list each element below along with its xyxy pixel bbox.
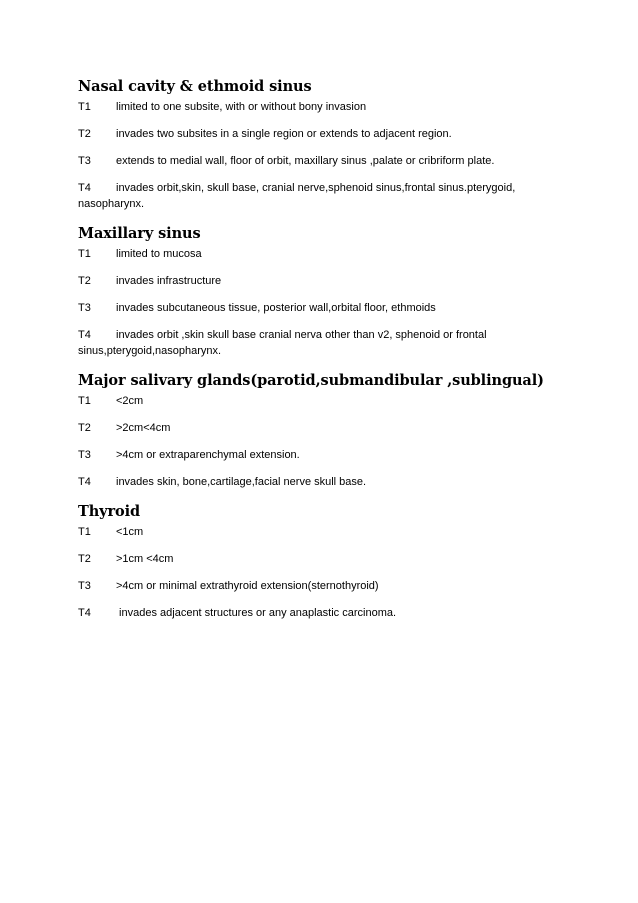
- stage-description: <1cm: [116, 526, 144, 538]
- stage-description: limited to mucosa: [116, 248, 202, 260]
- stage-row: [78, 273, 578, 289]
- stage-description: >1cm <4cm: [116, 553, 174, 565]
- stage-description: >2cm<4cm: [116, 422, 171, 434]
- stage-description: limited to one subsite, with or without bony invasion: [116, 101, 367, 113]
- stage-description: >4cm or minimal extrathyroid extension(sternothyroid): [116, 580, 379, 592]
- stage-description: invades orbit,skin, skull base, cranial nerve,sphenoid sinus,frontal sinus.pterygoid,: [116, 182, 516, 194]
- section-heading: Nasal cavity & ethmoid sinus: [78, 78, 312, 95]
- stage-row: [78, 524, 578, 540]
- stage-description: invades two subsites in a single region or extends to adjacent region.: [116, 128, 452, 140]
- section-salivary-glands: [78, 372, 578, 490]
- section-heading: Major salivary glands(parotid,submandibular ,sublingual): [78, 372, 544, 389]
- stage-description: invades infrastructure: [116, 275, 222, 287]
- section-heading: Maxillary sinus: [78, 225, 201, 242]
- stage-label: T2: [78, 275, 91, 287]
- stage-row: [78, 551, 578, 567]
- stage-row: [78, 99, 578, 115]
- stage-row: [78, 126, 578, 142]
- stage-label: T2: [78, 422, 91, 434]
- stage-description: invades skin, bone,cartilage,facial nerve skull base.: [116, 476, 367, 488]
- stage-label: T3: [78, 302, 91, 314]
- stage-label: T1: [78, 395, 91, 407]
- stage-row: [78, 153, 578, 169]
- stage-label: T3: [78, 580, 91, 592]
- stage-description: invades adjacent structures or any anaplastic carcinoma.: [116, 607, 397, 619]
- stage-description: invades subcutaneous tissue, posterior wall,orbital floor, ethmoids: [116, 302, 436, 314]
- stage-description: extends to medial wall, floor of orbit, maxillary sinus ,palate or cribriform plate.: [116, 155, 495, 167]
- stage-label: T1: [78, 248, 91, 260]
- stage-row: [78, 578, 578, 594]
- document-content: [78, 78, 578, 632]
- stage-label: T3: [78, 449, 91, 461]
- section-maxillary-sinus: [78, 225, 578, 359]
- stage-label: T2: [78, 553, 91, 565]
- stage-row: [78, 246, 578, 262]
- stage-row: [78, 420, 578, 436]
- stage-row: [78, 447, 578, 463]
- stage-label: T4: [78, 329, 91, 341]
- stage-label: T1: [78, 526, 91, 538]
- stage-row: [78, 300, 578, 316]
- stage-description-continued: sinus,pterygoid,nasopharynx.: [78, 345, 222, 357]
- stage-row: [78, 393, 578, 409]
- section-heading: Thyroid: [78, 503, 141, 520]
- stage-row: [78, 474, 578, 490]
- stage-description: <2cm: [116, 395, 144, 407]
- stage-label: T3: [78, 155, 91, 167]
- stage-label: T2: [78, 128, 91, 140]
- stage-label: T1: [78, 101, 91, 113]
- stage-row: [78, 180, 578, 212]
- stage-row: [78, 327, 578, 359]
- stage-label: T4: [78, 182, 91, 194]
- section-thyroid: [78, 503, 578, 621]
- stage-label: T4: [78, 476, 91, 488]
- section-nasal-cavity: [78, 78, 578, 212]
- stage-row: [78, 605, 578, 621]
- stage-description: invades orbit ,skin skull base cranial nerva other than v2, sphenoid or frontal: [116, 329, 487, 341]
- stage-label: T4: [78, 607, 91, 619]
- stage-description: >4cm or extraparenchymal extension.: [116, 449, 300, 461]
- stage-description-continued: nasopharynx.: [78, 198, 145, 210]
